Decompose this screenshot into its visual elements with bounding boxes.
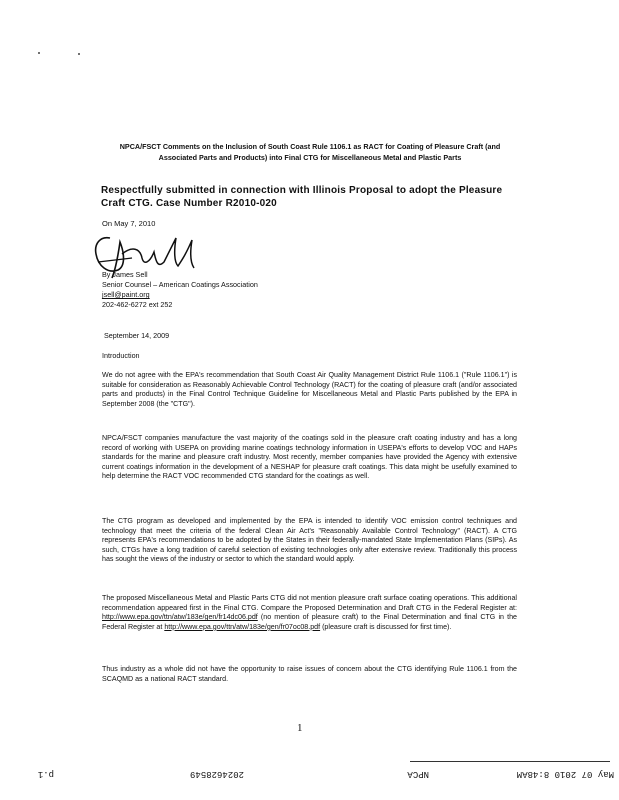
paragraph-3: The CTG program as developed and implemented by the EPA is intended to identify VOC emission control techniques and technology that meet the criteria of the federal Clean Air Act's "Reasonably Available Control Technology" (RACT). A CTG represents EPA's recommendations to be adopted by the States in their federally-mandated State Implementation Plans (SIPs). As such, CTGs have a long tradition of careful selection of existing technologies only after extensive review. Traditionally this process has sought the views of the industry or sector to which the standard would apply. bbox=[102, 517, 517, 564]
author-role: Senior Counsel – American Coatings Association bbox=[102, 280, 258, 289]
fax-header-line bbox=[0, 765, 619, 779]
paragraph-5: Thus industry as a whole did not have the opportunity to raise issues of concern about the CTG identifying Rule 1106.1 from the SCAQMD as a national RACT standard. bbox=[102, 665, 517, 683]
fax-page: p.1 bbox=[37, 769, 54, 779]
fax-date: May 07 2010 8:48AM bbox=[516, 769, 614, 779]
paragraph-1: We do not agree with the EPA's recommendation that South Coast Air Quality Management District Rule 1106.1 ("Rule 1106.1") is suitable for consideration as Reasonably Achievable Control Technology (RACT) for the coating of pleasure craft (and/or associated parts and products) in the Final Control Technique Guideline for Miscellaneous Metal and Plastic Parts published by the EPA in September 2008 (the "CTG"). bbox=[102, 371, 517, 408]
fax-sender: NPCA bbox=[407, 769, 429, 779]
submission-subheading: Respectfully submitted in connection with Illinois Proposal to adopt the Pleasure Craft CTG. Case Number R2010-020 bbox=[101, 185, 503, 209]
paragraph-4-text-b: to the Final Determination and final CTG in the Federal Register at bbox=[102, 613, 517, 631]
fax-number: 2024628549 bbox=[189, 769, 244, 779]
author-email-link[interactable]: jsell@paint.org bbox=[102, 290, 150, 299]
paragraph-2: NPCA/FSCT companies manufacture the vast majority of the coatings sold in the pleasure craft coating industry and has a long record of working with USEPA on providing marine coatings technology information in USEPA's efforts to develop VOC and HAPs standards for the marine and pleasure craft industry. Most recently, member companies have provided the Agency with extensive current coatings information in the development of a NESHAP for pleasure craft coatings. This data might be usefully examined to help determine the RACT VOC recommended CTG standard for the coatings as well. bbox=[102, 434, 517, 481]
memo-date: September 14, 2009 bbox=[104, 331, 170, 340]
paragraph-4-text-a: The proposed Miscellaneous Metal and Plastic Parts CTG did not mention pleasure craft surface coating operations. This additional recommendation appeared first in the Final CTG. Compare the Proposed Determination and Draft CTG in the Federal Register at: bbox=[102, 594, 517, 612]
scan-speck bbox=[38, 52, 40, 54]
scan-speck bbox=[78, 53, 80, 55]
federal-register-link-final[interactable]: http://www.epa.gov/ttn/atw/183e/gen/fr07oc08.pdf bbox=[164, 622, 321, 631]
link-2-note: (pleasure craft is discussed for first time). bbox=[320, 622, 452, 631]
fax-divider bbox=[410, 761, 610, 762]
author-name: By James Sell bbox=[102, 270, 148, 279]
document-title: NPCA/FSCT Comments on the Inclusion of South Coast Rule 1106.1 as RACT for Coating of Pleasure Craft (and Associated Parts and Products) into Final CTG for Miscellaneous Metal and Plastic Parts bbox=[119, 142, 501, 162]
federal-register-link-proposed[interactable]: http://www.epa.gov/ttn/atw/183e/gen/fr14dc06.pdf bbox=[102, 613, 258, 622]
intro-heading: Introduction bbox=[102, 351, 140, 360]
link-1-note: (no mention of pleasure craft) bbox=[257, 613, 359, 622]
author-block bbox=[102, 270, 362, 310]
page-number: 1 bbox=[297, 722, 303, 734]
submitted-date: On May 7, 2010 bbox=[102, 219, 156, 228]
author-phone: 202-462-6272 ext 252 bbox=[102, 300, 173, 309]
paragraph-4 bbox=[102, 594, 517, 632]
